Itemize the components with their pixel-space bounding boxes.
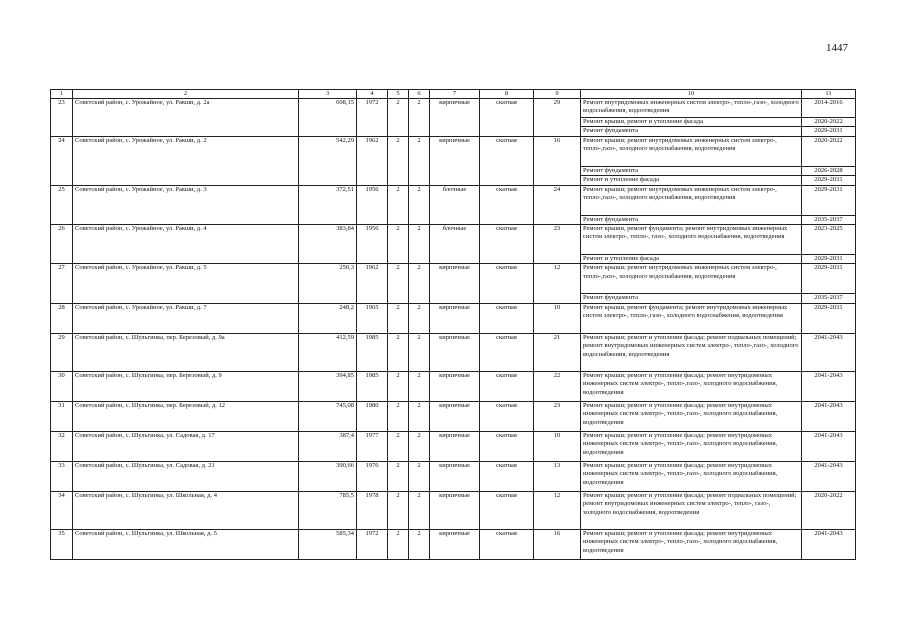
address-cell: Советский район, с. Шульгинка, ул. Школьная, д. 4 <box>73 491 299 529</box>
entrances-cell: 2 <box>409 185 430 224</box>
address-cell: Советский район, с. Шульгинка, ул. Школьная, д. 5 <box>73 529 299 559</box>
entrances-cell: 2 <box>409 529 430 559</box>
year-cell: 1956 <box>357 185 388 224</box>
wall-material-cell: кирпичные <box>430 136 480 185</box>
repair-period-cell: 2041-2043 <box>802 431 856 461</box>
floors-cell: 2 <box>388 461 409 491</box>
repair-period-cell: 2029-2031 <box>802 303 856 333</box>
roof-type-cell: скатная <box>480 401 534 431</box>
col-header: 11 <box>802 90 856 99</box>
apartments-cell: 23 <box>534 401 581 431</box>
repair-period-cell: 2020-2022 <box>802 491 856 529</box>
wall-material-cell: кирпичные <box>430 264 480 303</box>
repair-work-cell: Ремонт крыши, ремонт и утепление фасада <box>581 118 802 127</box>
repair-work-cell: Ремонт крыши; ремонт и утепление фасада; ремонт внутридомовых инженерных систем электро-, тепло-,газо-, холодного водоснабжения, водоотведения <box>581 529 802 559</box>
row-number: 26 <box>51 225 73 264</box>
entrances-cell: 2 <box>409 264 430 303</box>
year-cell: 1980 <box>357 401 388 431</box>
repair-work-cell: Ремонт крыши; ремонт и утепление фасада; ремонт внутридомовых инженерных систем электро-, тепло-,газо-, холодного водоснабжения, водоотведения <box>581 461 802 491</box>
wall-material-cell: кирпичные <box>430 333 480 371</box>
wall-material-cell: кирпичные <box>430 371 480 401</box>
roof-type-cell: скатная <box>480 529 534 559</box>
apartments-cell: 29 <box>534 99 581 137</box>
wall-material-cell: кирпичные <box>430 431 480 461</box>
entrances-cell: 2 <box>409 371 430 401</box>
floors-cell: 2 <box>388 529 409 559</box>
area-cell: 250,3 <box>299 264 357 303</box>
address-cell: Советский район, с. Шульгинка, пер. Березовый, д. 12 <box>73 401 299 431</box>
entrances-cell: 2 <box>409 461 430 491</box>
repair-work-cell: Ремонт фундамента <box>581 166 802 175</box>
entrances-cell: 2 <box>409 136 430 185</box>
entrances-cell: 2 <box>409 99 430 137</box>
entrances-cell: 2 <box>409 431 430 461</box>
apartments-cell: 12 <box>534 491 581 529</box>
floors-cell: 2 <box>388 491 409 529</box>
apartments-cell: 24 <box>534 185 581 224</box>
year-cell: 1962 <box>357 136 388 185</box>
area-cell: 698,15 <box>299 99 357 137</box>
year-cell: 1965 <box>357 303 388 333</box>
col-header: 5 <box>388 90 409 99</box>
address-cell: Советский район, с. Урожайное, ул. Ракши, д. 5 <box>73 264 299 303</box>
repair-work-cell: Ремонт фундамента <box>581 215 802 224</box>
col-header: 6 <box>409 90 430 99</box>
apartments-cell: 22 <box>534 371 581 401</box>
repair-work-cell: Ремонт фундамента <box>581 294 802 303</box>
year-cell: 1972 <box>357 99 388 137</box>
area-cell: 390,66 <box>299 461 357 491</box>
table-row <box>51 529 856 559</box>
repair-period-cell: 2041-2043 <box>802 333 856 371</box>
repair-period-cell: 2020-2022 <box>802 118 856 127</box>
floors-cell: 2 <box>388 401 409 431</box>
apartments-cell: 12 <box>534 264 581 303</box>
entrances-cell: 2 <box>409 491 430 529</box>
entrances-cell: 2 <box>409 303 430 333</box>
row-number: 23 <box>51 99 73 137</box>
roof-type-cell: скатная <box>480 225 534 264</box>
table-row <box>51 491 856 529</box>
roof-type-cell: скатная <box>480 371 534 401</box>
floors-cell: 2 <box>388 303 409 333</box>
row-number: 35 <box>51 529 73 559</box>
repair-period-cell: 2041-2043 <box>802 401 856 431</box>
floors-cell: 2 <box>388 225 409 264</box>
row-number: 33 <box>51 461 73 491</box>
col-header: 8 <box>480 90 534 99</box>
address-cell: Советский район, с. Шульгинка, пер. Березовый, д. 9а <box>73 333 299 371</box>
address-cell: Советский район, с. Урожайное, ул. Ракши, д. 2 <box>73 136 299 185</box>
roof-type-cell: скатная <box>480 303 534 333</box>
col-header: 7 <box>430 90 480 99</box>
address-cell: Советский район, с. Шульгинка, ул. Садовая, д. 17 <box>73 431 299 461</box>
year-cell: 1985 <box>357 333 388 371</box>
repair-period-cell: 2035-2037 <box>802 294 856 303</box>
wall-material-cell: кирпичные <box>430 303 480 333</box>
housing-repair-table <box>50 89 856 560</box>
year-cell: 1977 <box>357 431 388 461</box>
repair-period-cell: 2041-2043 <box>802 529 856 559</box>
table-row <box>51 401 856 431</box>
header-row <box>51 90 856 99</box>
floors-cell: 2 <box>388 185 409 224</box>
table-row <box>51 99 856 118</box>
year-cell: 1976 <box>357 461 388 491</box>
repair-work-cell: Ремонт крыши; ремонт и утепление фасада; ремонт подвальных помещений; ремонт внутридомовых инженерных систем электро-, тепло-,газо-, холодного водоснабжения, водоотведения <box>581 333 802 371</box>
floors-cell: 2 <box>388 431 409 461</box>
table-body <box>51 90 856 560</box>
apartments-cell: 23 <box>534 225 581 264</box>
table-row <box>51 185 856 215</box>
table-row <box>51 371 856 401</box>
repair-work-cell: Ремонт крыши, ремонт фундамента; ремонт внутридомовых инженерных систем электро-, тепло-, газо-, холодного водоснабжения, водоотведения <box>581 225 802 255</box>
address-cell: Советский район, с. Шульгинка, ул. Садовая, д. 21 <box>73 461 299 491</box>
repair-work-cell: Ремонт крыши; ремонт и утепление фасада; ремонт внутридомовых инженерных систем электро-, тепло-,газо-, холодного водоснабжения, водоотведения <box>581 431 802 461</box>
address-cell: Советский район, с. Шульгинка, пер. Березовый, д. 9 <box>73 371 299 401</box>
apartments-cell: 13 <box>534 461 581 491</box>
year-cell: 1972 <box>357 529 388 559</box>
table-row <box>51 333 856 371</box>
apartments-cell: 16 <box>534 529 581 559</box>
area-cell: 387,4 <box>299 431 357 461</box>
address-cell: Советский район, с. Урожайное, ул. Ракши, д. 3 <box>73 185 299 224</box>
col-header: 4 <box>357 90 388 99</box>
table-row <box>51 461 856 491</box>
row-number: 28 <box>51 303 73 333</box>
col-header: 2 <box>73 90 299 99</box>
entrances-cell: 2 <box>409 401 430 431</box>
repair-work-cell: Ремонт фундамента <box>581 127 802 136</box>
col-header: 3 <box>299 90 357 99</box>
address-cell: Советский район, с. Урожайное, ул. Ракши, д. 4 <box>73 225 299 264</box>
area-cell: 412,59 <box>299 333 357 371</box>
roof-type-cell: скатная <box>480 461 534 491</box>
apartments-cell: 16 <box>534 136 581 185</box>
repair-work-cell: Ремонт и утепление фасада <box>581 255 802 264</box>
repair-period-cell: 2014-2016 <box>802 99 856 118</box>
repair-work-cell: Ремонт крыши; ремонт и утепление фасада; ремонт внутридомовых инженерных систем электро-, тепло-,газо-, холодного водоснабжения, водоотведения <box>581 401 802 431</box>
area-cell: 372,51 <box>299 185 357 224</box>
repair-period-cell: 2041-2043 <box>802 371 856 401</box>
row-number: 27 <box>51 264 73 303</box>
area-cell: 542,29 <box>299 136 357 185</box>
wall-material-cell: кирпичные <box>430 491 480 529</box>
table-row <box>51 225 856 255</box>
repair-period-cell: 2041-2043 <box>802 461 856 491</box>
table-row <box>51 303 856 333</box>
repair-work-cell: Ремонт крыши; ремонт и утепление фасада; ремонт подвальных помещений; ремонт внутридомовых инженерных систем электро-, тепло-, газо-, холодного водоснабжения, водоотведения <box>581 491 802 529</box>
repair-period-cell: 2029-2031 <box>802 176 856 185</box>
repair-period-cell: 2020-2022 <box>802 136 856 166</box>
roof-type-cell: скатная <box>480 491 534 529</box>
wall-material-cell: кирпичные <box>430 529 480 559</box>
row-number: 29 <box>51 333 73 371</box>
apartments-cell: 10 <box>534 303 581 333</box>
repair-work-cell: Ремонт крыши; ремонт внутридомовых инженерных систем электро-, тепло-,газо-, холодного водоснабжения, водоотведения <box>581 185 802 215</box>
address-cell: Советский район, с. Урожайное, ул. Ракши, д. 2а <box>73 99 299 137</box>
repair-work-cell: Ремонт крыши; ремонт внутридомовых инженерных систем электро-, тепло-,газо-, холодного водоснабжения, водоотведения <box>581 264 802 294</box>
repair-period-cell: 2029-2031 <box>802 255 856 264</box>
area-cell: 585,34 <box>299 529 357 559</box>
table-row <box>51 136 856 166</box>
table-row <box>51 264 856 294</box>
floors-cell: 2 <box>388 136 409 185</box>
col-header: 1 <box>51 90 73 99</box>
wall-material-cell: кирпичные <box>430 99 480 137</box>
roof-type-cell: скатная <box>480 333 534 371</box>
repair-work-cell: Ремонт и утепление фасада <box>581 176 802 185</box>
floors-cell: 2 <box>388 99 409 137</box>
roof-type-cell: скатная <box>480 431 534 461</box>
area-cell: 248,2 <box>299 303 357 333</box>
roof-type-cell: скатная <box>480 136 534 185</box>
area-cell: 785,5 <box>299 491 357 529</box>
roof-type-cell: скатная <box>480 185 534 224</box>
wall-material-cell: блочные <box>430 225 480 264</box>
area-cell: 383,84 <box>299 225 357 264</box>
year-cell: 1985 <box>357 371 388 401</box>
row-number: 31 <box>51 401 73 431</box>
table-row <box>51 431 856 461</box>
apartments-cell: 21 <box>534 333 581 371</box>
repair-work-cell: Ремонт крыши, ремонт фундамента; ремонт внутридомовых инженерных систем электро-, тепло-,газо-, холодного водоснабжения, водоотведения <box>581 303 802 333</box>
repair-period-cell: 2029-2031 <box>802 127 856 136</box>
entrances-cell: 2 <box>409 225 430 264</box>
repair-work-cell: Ремонт крыши; ремонт и утепление фасада; ремонт внутридомовых инженерных систем электро-, тепло-,газо-, холодного водоснабжения, водоотведения <box>581 371 802 401</box>
year-cell: 1956 <box>357 225 388 264</box>
floors-cell: 2 <box>388 333 409 371</box>
row-number: 32 <box>51 431 73 461</box>
year-cell: 1962 <box>357 264 388 303</box>
wall-material-cell: блочные <box>430 185 480 224</box>
roof-type-cell: скатная <box>480 99 534 137</box>
area-cell: 745,08 <box>299 401 357 431</box>
repair-work-cell: Ремонт внутридомовых инженерных систем электро-, тепло-,газо-, холодного водоснабжения, водоотведения <box>581 99 802 118</box>
roof-type-cell: скатная <box>480 264 534 303</box>
row-number: 34 <box>51 491 73 529</box>
floors-cell: 2 <box>388 264 409 303</box>
col-header: 10 <box>581 90 802 99</box>
row-number: 30 <box>51 371 73 401</box>
col-header: 9 <box>534 90 581 99</box>
apartments-cell: 10 <box>534 431 581 461</box>
repair-period-cell: 2035-2037 <box>802 215 856 224</box>
row-number: 25 <box>51 185 73 224</box>
row-number: 24 <box>51 136 73 185</box>
area-cell: 394,85 <box>299 371 357 401</box>
address-cell: Советский район, с. Урожайное, ул. Ракши, д. 7 <box>73 303 299 333</box>
repair-period-cell: 2026-2028 <box>802 166 856 175</box>
repair-work-cell: Ремонт крыши; ремонт внутридомовых инженерных систем электро-, тепло-,газо-, холодного водоснабжения, водоотведения <box>581 136 802 166</box>
wall-material-cell: кирпичные <box>430 401 480 431</box>
page-number: 1447 <box>826 42 848 54</box>
repair-period-cell: 2029-2031 <box>802 264 856 294</box>
entrances-cell: 2 <box>409 333 430 371</box>
repair-period-cell: 2023-2025 <box>802 225 856 255</box>
floors-cell: 2 <box>388 371 409 401</box>
repair-period-cell: 2029-2031 <box>802 185 856 215</box>
wall-material-cell: кирпичные <box>430 461 480 491</box>
year-cell: 1978 <box>357 491 388 529</box>
